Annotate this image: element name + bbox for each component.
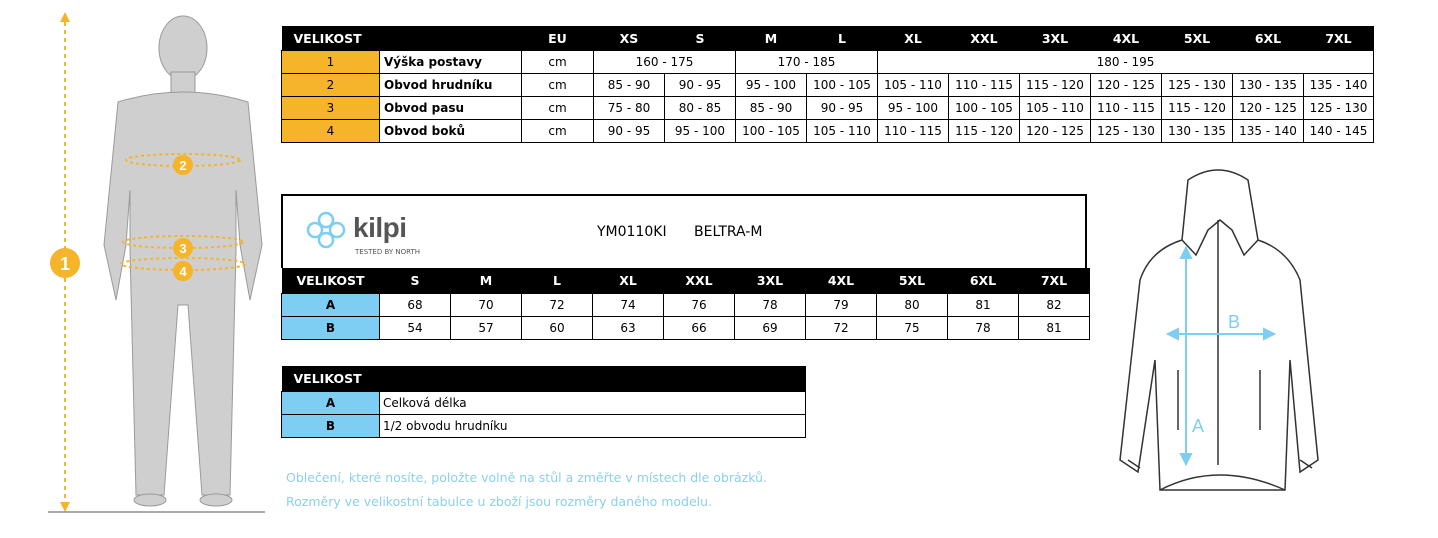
value-cell: 66 [664,317,735,340]
unit-cell: cm [522,97,594,120]
value-cell: 76 [664,294,735,317]
value-cell: 78 [948,317,1019,340]
value-cell: 120 - 125 [1091,74,1162,97]
header-cell: 4XL [806,268,877,294]
value-cell: 105 - 110 [1020,97,1091,120]
table-row [282,97,1374,120]
value-cell: 180 - 195 [878,51,1374,74]
header-cell: 7XL [1019,268,1090,294]
value-cell: 90 - 95 [807,97,878,120]
value-cell: 75 [877,317,948,340]
body-figure [0,0,280,538]
svg-text:4: 4 [179,264,187,279]
row-key: B [282,317,380,340]
header-cell: XXL [664,268,735,294]
value-cell: 115 - 120 [1162,97,1233,120]
value-cell: 68 [380,294,451,317]
row-number: 3 [282,97,380,120]
value-cell: 54 [380,317,451,340]
value-cell: 70 [451,294,522,317]
row-description: Celková délka [380,392,806,415]
row-label: Výška postavy [380,51,522,74]
value-cell: 90 - 95 [594,120,665,143]
header-cell: XL [593,268,664,294]
value-cell: 63 [593,317,664,340]
jacket-label-b: B [1228,312,1241,332]
marker-1 [50,248,80,278]
svg-text:2: 2 [179,158,187,173]
jacket-figure [1110,160,1325,500]
header-cell: 6XL [1233,26,1304,51]
row-label: Obvod boků [380,120,522,143]
row-label: Obvod hrudníku [380,74,522,97]
value-cell: 115 - 120 [949,120,1020,143]
marker-4 [173,261,193,281]
value-cell: 105 - 110 [807,120,878,143]
value-cell: 140 - 145 [1304,120,1374,143]
header-cell: XL [878,26,949,51]
table-row [282,294,1090,317]
model-code: YM0110KI [597,224,667,240]
value-cell: 135 - 140 [1304,74,1374,97]
value-cell: 79 [806,294,877,317]
value-cell: 120 - 125 [1020,120,1091,143]
value-cell: 80 - 85 [665,97,736,120]
value-cell: 75 - 80 [594,97,665,120]
value-cell: 80 [877,294,948,317]
table-row [282,120,1374,143]
table-header [282,366,806,392]
value-cell: 160 - 175 [594,51,736,74]
row-key: B [282,415,380,438]
value-cell: 69 [735,317,806,340]
value-cell: 115 - 120 [1020,74,1091,97]
value-cell: 100 - 105 [807,74,878,97]
garment-size-table [281,268,1090,340]
value-cell: 78 [735,294,806,317]
value-cell: 81 [1019,317,1090,340]
table-row [282,317,1090,340]
table-row [282,415,806,438]
header-cell: VELIKOST [282,366,806,392]
value-cell: 74 [593,294,664,317]
value-cell: 110 - 115 [949,74,1020,97]
value-cell: 125 - 130 [1091,120,1162,143]
model-name: BELTRA-M [694,224,763,240]
header-cell: 6XL [948,268,1019,294]
value-cell: 170 - 185 [736,51,878,74]
marker-3 [173,238,193,258]
header-cell: 4XL [1091,26,1162,51]
marker-2 [173,155,193,175]
unit-cell: cm [522,120,594,143]
value-cell: 90 - 95 [665,74,736,97]
value-cell: 130 - 135 [1162,120,1233,143]
value-cell: 85 - 90 [594,74,665,97]
row-key: A [282,392,380,415]
row-number: 1 [282,51,380,74]
header-cell: M [451,268,522,294]
value-cell: 95 - 100 [665,120,736,143]
row-description: 1/2 obvodu hrudníku [380,415,806,438]
svg-text:1: 1 [59,254,71,274]
header-cell: L [522,268,593,294]
value-cell: 72 [806,317,877,340]
table-row [282,51,1374,74]
header-cell: S [380,268,451,294]
header-cell: VELIKOST [282,268,380,294]
body-size-table [281,26,1374,143]
table-header [282,26,1374,51]
header-cell: S [665,26,736,51]
value-cell: 125 - 130 [1304,97,1374,120]
row-key: A [282,294,380,317]
header-cell: 5XL [877,268,948,294]
svg-text:3: 3 [179,241,187,256]
value-cell: 105 - 110 [878,74,949,97]
row-number: 2 [282,74,380,97]
row-number: 4 [282,120,380,143]
table-header [282,268,1090,294]
model-header-box [281,194,1087,268]
header-cell: L [807,26,878,51]
value-cell: 85 - 90 [736,97,807,120]
instruction-note: Rozměry ve velikostní tabulce u zboží jsou rozměry daného modelu. [286,494,713,509]
value-cell: 82 [1019,294,1090,317]
unit-cell: cm [522,74,594,97]
value-cell: 135 - 140 [1233,120,1304,143]
value-cell: 72 [522,294,593,317]
kilpi-logo-icon [301,210,351,250]
header-cell: 3XL [735,268,806,294]
header-cell: XXL [949,26,1020,51]
value-cell: 95 - 100 [878,97,949,120]
table-row [282,74,1374,97]
value-cell: 130 - 135 [1233,74,1304,97]
header-cell: XS [594,26,665,51]
table-row [282,392,806,415]
instruction-note: Oblečení, které nosíte, položte volně na stůl a změřte v místech dle obrázků. [286,470,767,485]
brand-name: kilpi [353,212,407,243]
jacket-label-a: A [1192,416,1205,436]
value-cell: 100 - 105 [949,97,1020,120]
header-cell [380,26,522,51]
header-cell: M [736,26,807,51]
value-cell: 120 - 125 [1233,97,1304,120]
value-cell: 81 [948,294,1019,317]
brand-tagline: TESTED BY NORTH [355,248,421,256]
header-cell: 7XL [1304,26,1374,51]
value-cell: 60 [522,317,593,340]
value-cell: 95 - 100 [736,74,807,97]
value-cell: 125 - 130 [1162,74,1233,97]
header-cell: VELIKOST [282,26,380,51]
unit-cell: cm [522,51,594,74]
measurement-legend-table [281,366,806,438]
header-cell: EU [522,26,594,51]
header-cell: 3XL [1020,26,1091,51]
header-cell: 5XL [1162,26,1233,51]
row-label: Obvod pasu [380,97,522,120]
value-cell: 57 [451,317,522,340]
value-cell: 110 - 115 [878,120,949,143]
value-cell: 110 - 115 [1091,97,1162,120]
value-cell: 100 - 105 [736,120,807,143]
